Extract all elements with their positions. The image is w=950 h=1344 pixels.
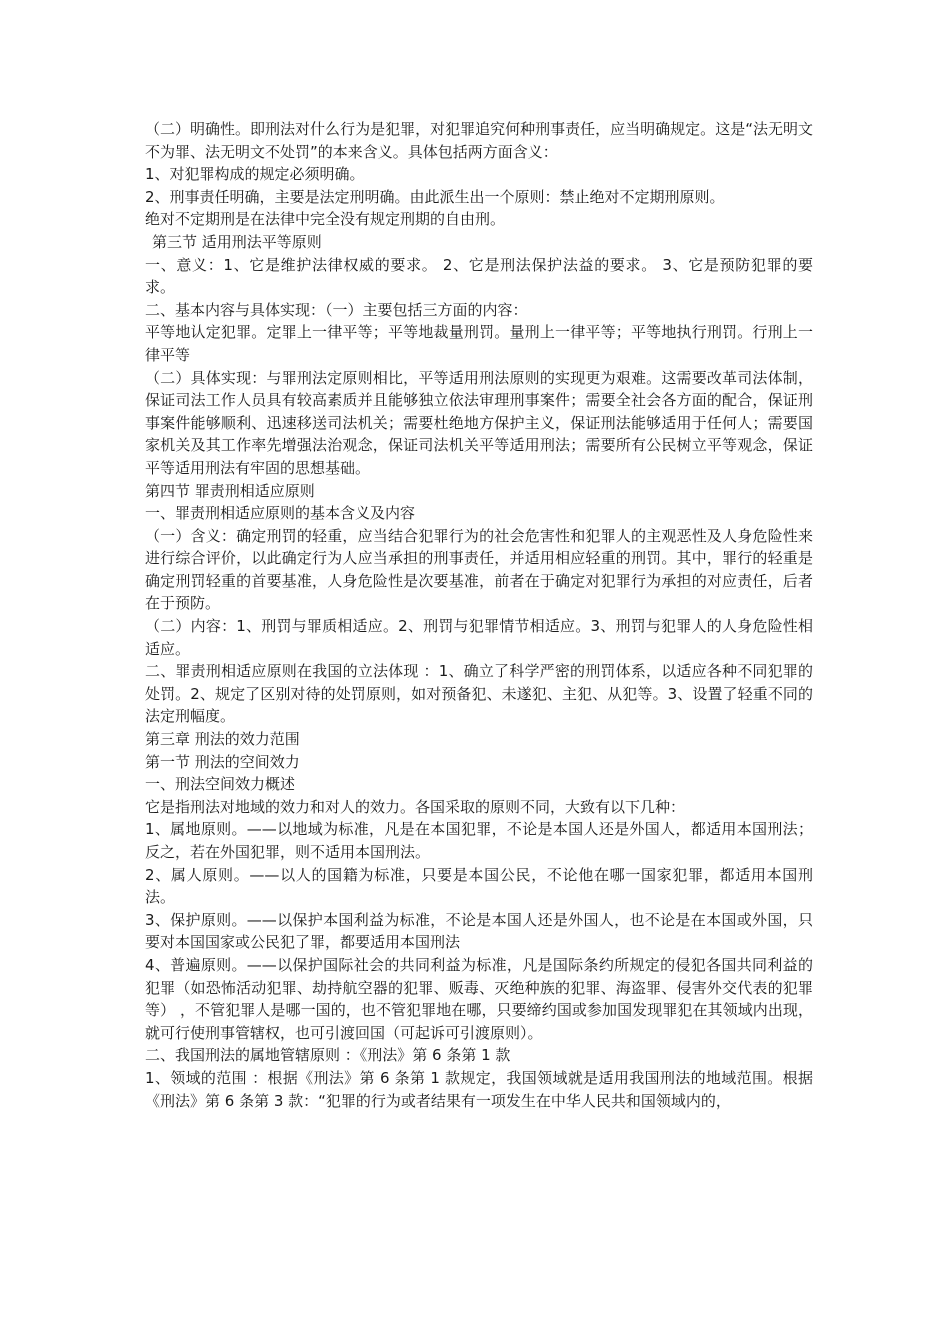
paragraph-significance: 一、意义：1、它是维护法律权威的要求。 2、它是刑法保护法益的要求。 3、它是预防犯罪的要求。 xyxy=(145,255,813,297)
paragraph-territorial-jurisdiction: 二、我国刑法的属地管辖原则 ：《刑法》第 6 条第 1 款 xyxy=(145,1046,511,1065)
paragraph-territorial-principle: 1、属地原则。——以地域为标准，凡是在本国犯罪，不论是本国人还是外国人，都适用本国刑法；反之，若在外国犯罪，则不适用本国刑法。 xyxy=(145,820,813,861)
paragraph-spatial-overview: 一、刑法空间效力概述 xyxy=(145,775,296,794)
paragraph-basic-content: 二、基本内容与具体实现：（一）主要包括三方面的内容： xyxy=(145,300,528,319)
paragraph-item-1: 1、对犯罪构成的规定必须明确。 xyxy=(145,165,365,184)
paragraph-proportionality-heading: 一、罪责刑相适应原则的基本含义及内容 xyxy=(145,504,416,523)
paragraph-legislation: 二、罪责刑相适应原则在我国的立法体现 ：1、确立了科学严密的刑罚体系，以适应各种不同犯罪的处罚。2、规定了区别对待的处罚原则，如对预备犯、未遂犯、主犯、从犯等。3、设置了轻重不同的法定刑幅度。 xyxy=(145,662,813,726)
chapter-heading-3: 第三章 刑法的效力范围 xyxy=(145,730,300,749)
paragraph-territory-scope: 1、领域的范围 ：根据《刑法》第 6 条第 1 款规定，我国领域就是适用我国刑法的地域范围。根据《刑法》第 6 条第 3 款：“犯罪的行为或者结果有一项发生在中华人民共和国领域内的， xyxy=(145,1068,813,1110)
paragraph-universal-principle: 4、普遍原则。——以保护国际社会的共同利益为标准，凡是国际条约所规定的侵犯各国共同利益的犯罪（如恐怖活动犯罪、劫持航空器的犯罪、贩毒、灭绝种族的犯罪、海盗罪、侵害外交代表的犯罪等） ，不管犯罪人是哪一国的，也不管犯罪地在哪，只要缔约国或参加国发现罪犯在其领域内出现，就可行使刑事管辖权，也可引渡回国（可起诉可引渡原则）。 xyxy=(145,955,813,1042)
section-heading-1: 第一节 刑法的空间效力 xyxy=(145,752,300,771)
paragraph-realization: （二）具体实现：与罪刑法定原则相比，平等适用刑法原则的实现更为艰难。这需要改革司法体制，保证司法工作人员具有较高素质并且能够独立依法审理刑事案件；需要全社会各方面的配合，保证刑事案件能够顺利、迅速移送司法机关；需要杜绝地方保护主义，保证刑法能够适用于任何人；需要国家机关及其工作率先增强法治观念，保证司法机关平等适用刑法；需要所有公民树立平等观念，保证平等适用刑法有牢固的思想基础。 xyxy=(145,368,813,477)
document-body xyxy=(145,118,813,1112)
paragraph-item-2: 2、刑事责任明确，主要是法定刑明确。由此派生出一个原则：禁止绝对不定期刑原则。 xyxy=(145,187,725,206)
paragraph-meaning: （一）含义：确定刑罚的轻重，应当结合犯罪行为的社会危害性和犯罪人的主观恶性及人身危险性来进行综合评价，以此确定行为人应当承担的刑事责任，并适用相应轻重的刑罚。其中，罪行的轻重是确定刑罚轻重的首要基准，人身危险性是次要基准，前者在于确定对犯罪行为承担的对应责任，后者在于预防。 xyxy=(145,526,813,613)
section-heading-4: 第四节 罪责刑相适应原则 xyxy=(145,481,315,500)
paragraph-personal-principle: 2、属人原则。——以人的国籍为标准，只要是本国公民，不论他在哪一国家犯罪，都适用本国刑法。 xyxy=(145,865,813,907)
paragraph-indeterminate-sentence: 绝对不定期刑是在法律中完全没有规定刑期的自由刑。 xyxy=(145,210,506,229)
paragraph-clarity: （二）明确性。即刑法对什么行为是犯罪，对犯罪追究何种刑事责任，应当明确规定。这是“法无明文不为罪、法无明文不处罚”的本来含义。具体包括两方面含义： xyxy=(145,120,813,161)
paragraph-equality: 平等地认定犯罪。定罪上一律平等；平等地裁量刑罚。量刑上一律平等；平等地执行刑罚。行刑上一律平等 xyxy=(145,323,813,364)
section-heading-3: 第三节 适用刑法平等原则 xyxy=(152,232,322,251)
paragraph-content: （二）内容：1、刑罚与罪质相适应。2、刑罚与犯罪情节相适应。3、刑罚与犯罪人的人身危险性相适应。 xyxy=(145,617,813,658)
paragraph-spatial-definition: 它是指刑法对地域的效力和对人的效力。各国采取的原则不同，大致有以下几种： xyxy=(145,797,686,816)
paragraph-protective-principle: 3、保护原则。——以保护本国利益为标准，不论是本国人还是外国人，也不论是在本国或外国，只要对本国国家或公民犯了罪，都要适用本国刑法 xyxy=(145,910,813,952)
